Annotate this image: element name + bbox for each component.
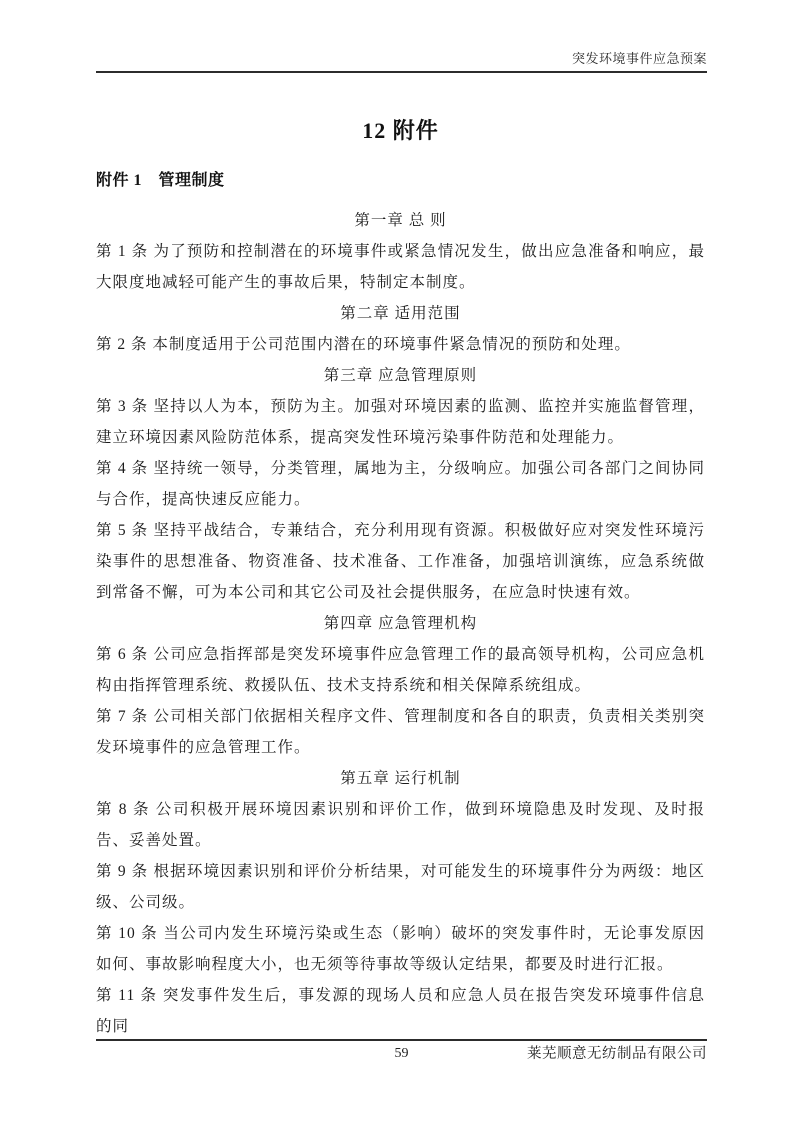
footer-row — [96, 1041, 707, 1067]
page-number: 59 — [394, 1046, 409, 1061]
article-paragraph: 第 9 条 根据环境因素识别和评价分析结果，对可能发生的环境事件分为两级：地区级、公司级。 — [96, 863, 705, 911]
article-paragraph: 第 4 条 坚持统一领导，分类管理，属地为主，分级响应。加强公司各部门之间协同与合作，提高快速反应能力。 — [96, 460, 705, 508]
article-paragraph: 第 6 条 公司应急指挥部是突发环境事件应急管理工作的最高领导机构，公司应急机构由指挥管理系统、救援队伍、技术支持系统和相关保障系统组成。 — [96, 646, 705, 694]
footer-company-name: 莱芜顺意无纺制品有限公司 — [527, 1046, 707, 1062]
attachment-heading: 附件 1 管理制度 — [96, 172, 225, 189]
article-paragraph: 第 1 条 为了预防和控制潜在的环境事件或紧急情况发生，做出应急准备和响应，最大限度地减轻可能产生的事故后果，特制定本制度。 — [96, 243, 705, 291]
header-title: 突发环境事件应急预案 — [571, 51, 707, 66]
document-title: 12 附件 — [362, 118, 439, 143]
chapter-heading: 第五章 运行机制 — [340, 770, 461, 787]
article-paragraph: 第 7 条 公司相关部门依据相关程序文件、管理制度和各自的职责，负责相关类别突发环境事件的应急管理工作。 — [96, 708, 705, 756]
chapter-heading: 第二章 适用范围 — [340, 305, 461, 322]
article-paragraph: 第 8 条 公司积极开展环境因素识别和评价工作，做到环境隐患及时发现、及时报告、妥善处置。 — [96, 801, 705, 849]
page-content — [96, 0, 705, 1042]
chapter-heading: 第三章 应急管理原则 — [323, 367, 478, 384]
article-paragraph: 第 2 条 本制度适用于公司范围内潜在的环境事件紧急情况的预防和处理。 — [96, 336, 631, 353]
document-body — [96, 205, 705, 1042]
page-footer — [96, 1039, 707, 1067]
chapter-heading: 第一章 总 则 — [354, 212, 447, 229]
article-paragraph: 第 11 条 突发事件发生后，事发源的现场人员和应急人员在报告突发环境事件信息的同 — [96, 987, 705, 1035]
article-paragraph: 第 3 条 坚持以人为本，预防为主。加强对环境因素的监测、监控并实施监督管理，建立环境因素风险防范体系，提高突发性环境污染事件防范和处理能力。 — [96, 398, 705, 446]
article-paragraph: 第 5 条 坚持平战结合，专兼结合，充分利用现有资源。积极做好应对突发性环境污染事件的思想准备、物资准备、技术准备、工作准备，加强培训演练，应急系统做到常备不懈，可为本公司和其它公司及社会提供服务，在应急时快速有效。 — [96, 522, 705, 601]
article-paragraph: 第 10 条 当公司内发生环境污染或生态（影响）破坏的突发事件时，无论事发原因如何、事故影响程度大小，也无须等待事故等级认定结果，都要及时进行汇报。 — [96, 925, 705, 973]
chapter-heading: 第四章 应急管理机构 — [323, 615, 478, 632]
